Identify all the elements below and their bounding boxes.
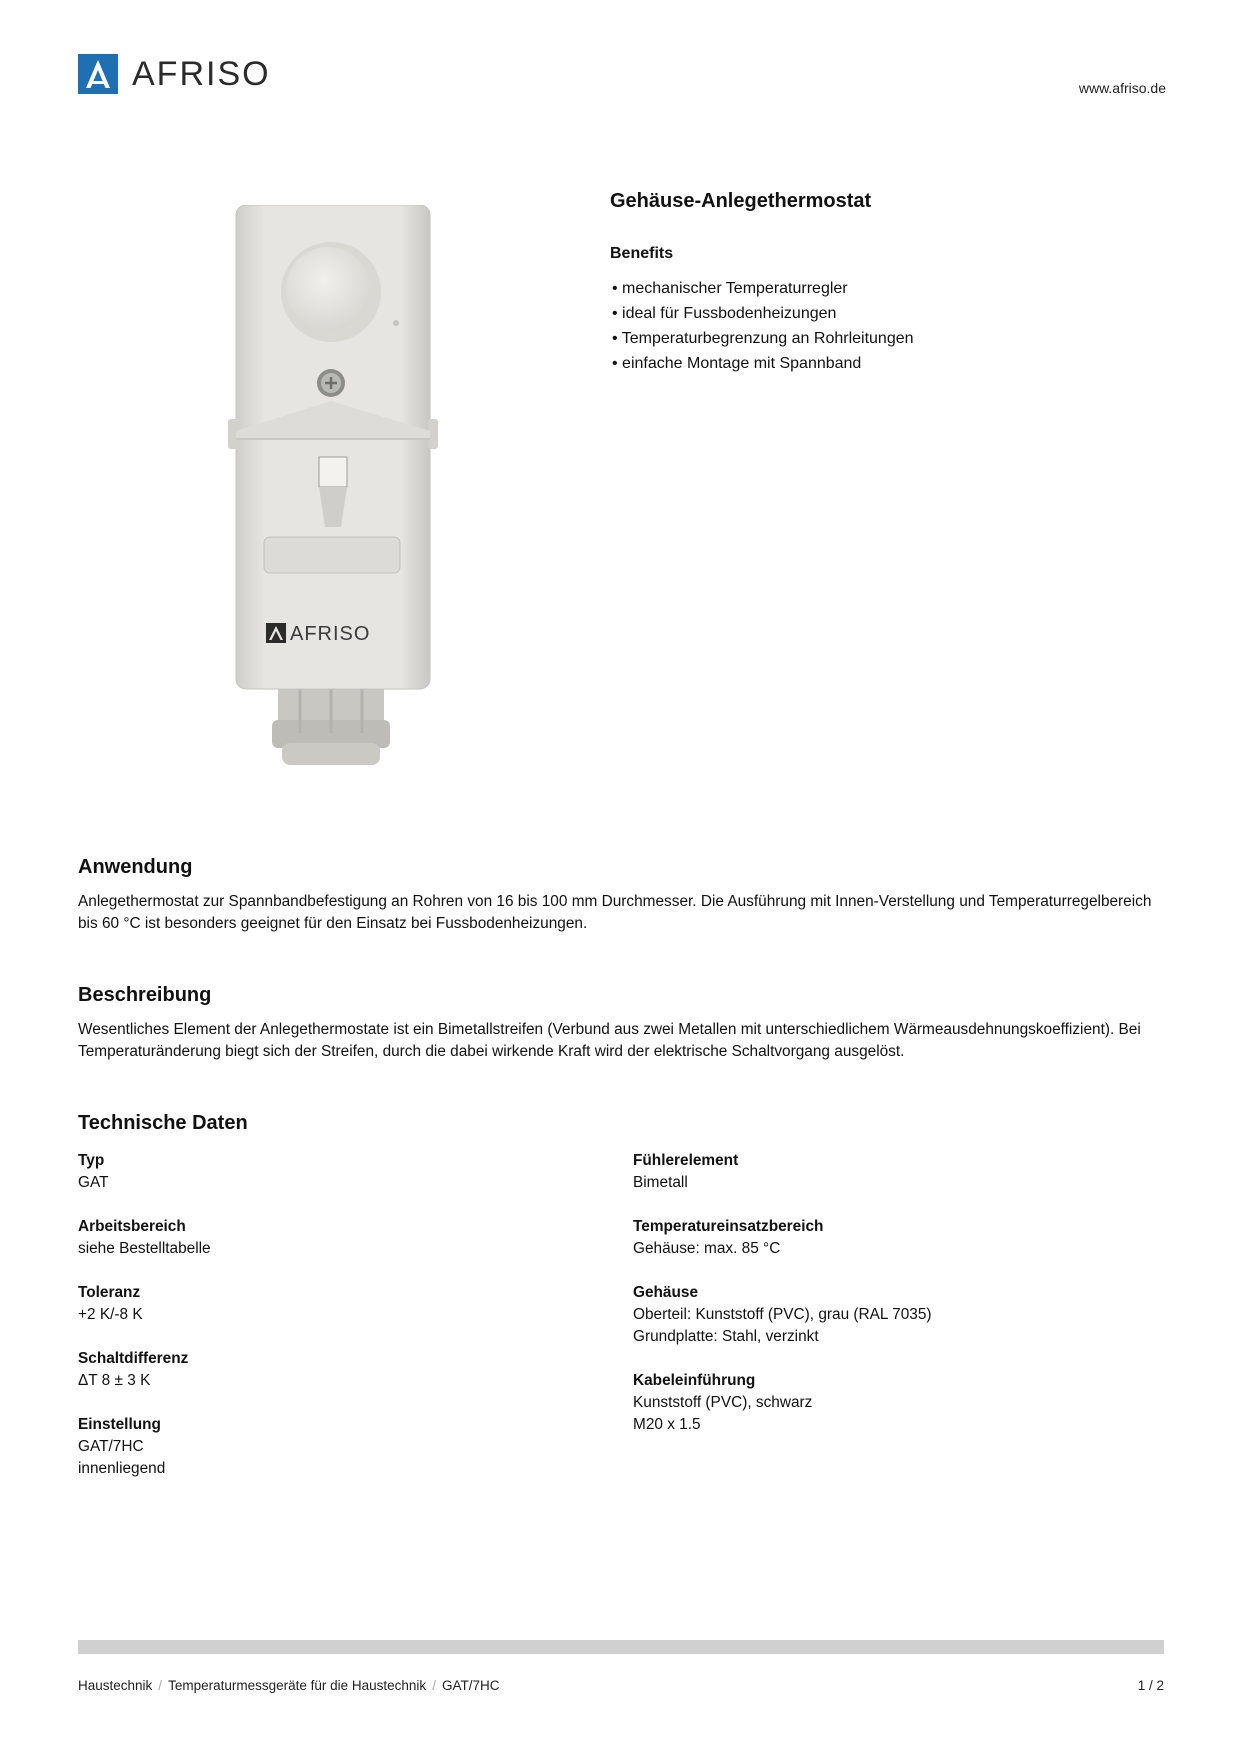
spec-value: Gehäuse: max. 85 °C xyxy=(633,1240,781,1257)
spec-kabeleinfuehrung xyxy=(633,1370,1133,1436)
breadcrumb-item-temperaturmessgeraete[interactable]: Temperaturmessgeräte für die Haustechnik xyxy=(168,1678,427,1693)
spec-temperatureinsatzbereich xyxy=(633,1216,1133,1260)
spec-label: Einstellung xyxy=(78,1416,161,1433)
spec-schaltdifferenz xyxy=(78,1348,578,1392)
spec-value: Kunststoff (PVC), schwarz xyxy=(633,1394,813,1411)
spec-label: Toleranz xyxy=(78,1284,141,1301)
spec-einstellung xyxy=(78,1414,578,1480)
breadcrumb-separator: / xyxy=(432,1678,436,1693)
website-link[interactable]: www.afriso.de xyxy=(1078,80,1166,96)
device-brand-label: AFRISO xyxy=(290,623,371,645)
list-item: • einfache Montage mit Spannband xyxy=(612,351,914,376)
spec-value: M20 x 1.5 xyxy=(633,1416,701,1433)
section-text-beschreibung: Wesentliches Element der Anlegethermostate ist ein Bimetallstreifen (Verbund aus zwei Metallen mit unterschiedlichem Wärmeausdehnungskoeffizient). Bei Temperaturänderung biegt sich der Streifen, durch die dabei wirkende Kraft wird der elektrische Schaltvorgang ausgelöst. xyxy=(78,1021,1141,1060)
brand-logo xyxy=(78,54,271,94)
spec-label: Gehäuse xyxy=(633,1284,699,1301)
spec-gehaeuse xyxy=(633,1282,1133,1348)
spec-value: innenliegend xyxy=(78,1460,166,1477)
list-item: • Temperaturbegrenzung an Rohrleitungen xyxy=(612,326,914,351)
section-heading-beschreibung: Beschreibung xyxy=(78,984,212,1006)
spec-value: GAT/7HC xyxy=(78,1438,144,1455)
spec-label: Schaltdifferenz xyxy=(78,1350,189,1367)
breadcrumb-item-gat-7hc[interactable]: GAT/7HC xyxy=(441,1678,500,1693)
spec-column-left xyxy=(78,1150,578,1502)
list-item: • mechanischer Temperaturregler xyxy=(612,276,914,301)
breadcrumb xyxy=(78,1678,499,1693)
footer-divider xyxy=(78,1640,1164,1654)
spec-value: Grundplatte: Stahl, verzinkt xyxy=(633,1328,819,1345)
spec-value: +2 K/-8 K xyxy=(78,1306,143,1323)
spec-arbeitsbereich xyxy=(78,1216,578,1260)
spec-label: Typ xyxy=(78,1152,105,1169)
spec-typ xyxy=(78,1150,578,1194)
benefits-list xyxy=(612,276,914,376)
product-image xyxy=(228,205,438,775)
section-heading-technische-daten: Technische Daten xyxy=(78,1112,248,1134)
list-item: • ideal für Fussbodenheizungen xyxy=(612,301,914,326)
spec-label: Kabeleinführung xyxy=(633,1372,756,1389)
page-number: 1 / 2 xyxy=(1137,1678,1164,1693)
product-title: Gehäuse-Anlegethermostat xyxy=(610,190,872,212)
spec-value: siehe Bestelltabelle xyxy=(78,1240,211,1257)
benefits-heading: Benefits xyxy=(610,245,674,262)
spec-label: Temperatureinsatzbereich xyxy=(633,1218,824,1235)
breadcrumb-separator: / xyxy=(158,1678,163,1693)
section-text-anwendung: Anlegethermostat zur Spannbandbefestigung an Rohren von 16 bis 100 mm Durchmesser. Die Ausführung mit Innen-Verstellung und Temperaturregelbereich bis 60 °C ist besonders geeignet für den Einsatz bei Fussbodenheizungen. xyxy=(78,893,1152,932)
spec-value: ΔT 8 ± 3 K xyxy=(78,1372,151,1389)
spec-value: GAT xyxy=(78,1174,109,1191)
spec-label: Arbeitsbereich xyxy=(78,1218,186,1235)
section-heading-anwendung: Anwendung xyxy=(78,856,193,878)
spec-toleranz xyxy=(78,1282,578,1326)
breadcrumb-item-haustechnik[interactable]: Haustechnik xyxy=(78,1678,153,1693)
spec-fuehlerelement xyxy=(633,1150,1133,1194)
spec-value: Bimetall xyxy=(633,1174,688,1191)
spec-column-right xyxy=(633,1150,1133,1458)
brand-name: AFRISO xyxy=(132,55,271,93)
spec-value: Oberteil: Kunststoff (PVC), grau (RAL 7035) xyxy=(633,1306,932,1323)
afriso-logo-icon xyxy=(78,54,118,94)
spec-label: Fühlerelement xyxy=(633,1152,739,1169)
